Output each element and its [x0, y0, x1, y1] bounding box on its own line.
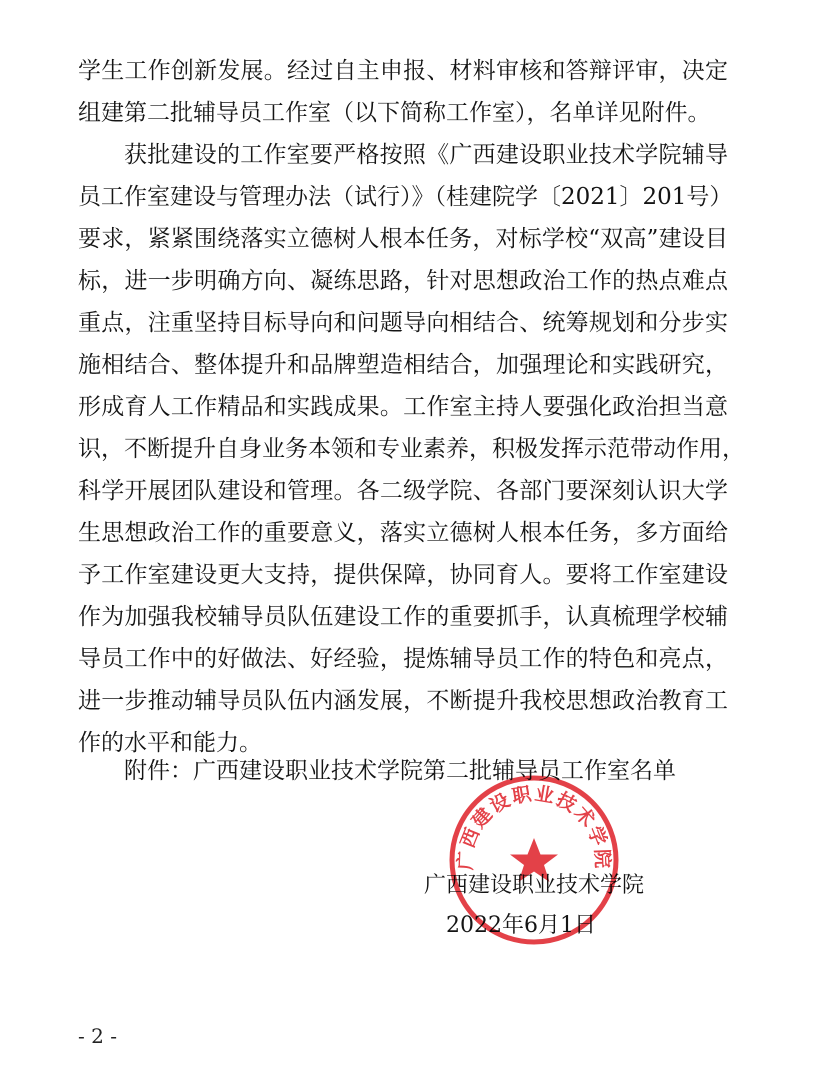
body-line: 进一步推动辅导员队伍内涵发展，不断提升我校思想政治教育工: [78, 688, 728, 714]
body-line: 标，进一步明确方向、凝练思路，针对思想政治工作的热点难点: [78, 268, 728, 294]
body-line: 导员工作中的好做法、好经验，提炼辅导员工作的特色和亮点，: [78, 646, 728, 672]
body-line: 施相结合、整体提升和品牌塑造相结合，加强理论和实践研究，: [78, 352, 728, 378]
body-line: 要求，紧紧围绕落实立德树人根本任务，对标学校“双高”建设目: [78, 226, 728, 252]
body-line: 科学开展团队建设和管理。各二级学院、各部门要深刻认识大学: [78, 478, 728, 504]
body-line: 组建第二批辅导员工作室（以下简称工作室），名单详见附件。: [78, 100, 711, 126]
body-line: 作的水平和能力。: [78, 730, 262, 756]
body-line: 识，不断提升自身业务本领和专业素养，积极发挥示范带动作用，: [78, 436, 745, 462]
seal-text: 广西建设职业技术学院: [454, 782, 614, 871]
body-line: 生思想政治工作的重要意义，落实立德树人根本任务，多方面给: [78, 520, 728, 546]
body-line: 形成育人工作精品和实践成果。工作室主持人要强化政治担当意: [78, 394, 728, 420]
body-line: 员工作室建设与管理办法（试行）》（桂建院学〔2021〕201号）: [78, 184, 733, 210]
attachment-note: 附件：广西建设职业技术学院第二批辅导员工作室名单: [124, 758, 676, 784]
body-line: 予工作室建设更大支持，提供保障，协同育人。要将工作室建设: [78, 562, 728, 588]
signature-organization: 广西建设职业技术学院: [424, 873, 645, 898]
page-number: - 2 -: [78, 1024, 117, 1048]
body-line: 重点，注重坚持目标导向和问题导向相结合、统筹规划和分步实: [78, 310, 728, 336]
seal-star: [510, 838, 558, 882]
body-line: 获批建设的工作室要严格按照《广西建设职业技术学院辅导: [124, 142, 728, 168]
body-line: 学生工作创新发展。经过自主申报、材料审核和答辩评审，决定: [78, 58, 728, 84]
body-text: [78, 50, 745, 764]
body-line: 作为加强我校辅导员队伍建设工作的重要抓手，认真梳理学校辅: [78, 604, 728, 630]
signature-date: 2022年6月1日: [446, 913, 596, 938]
official-seal-icon: [448, 774, 620, 946]
